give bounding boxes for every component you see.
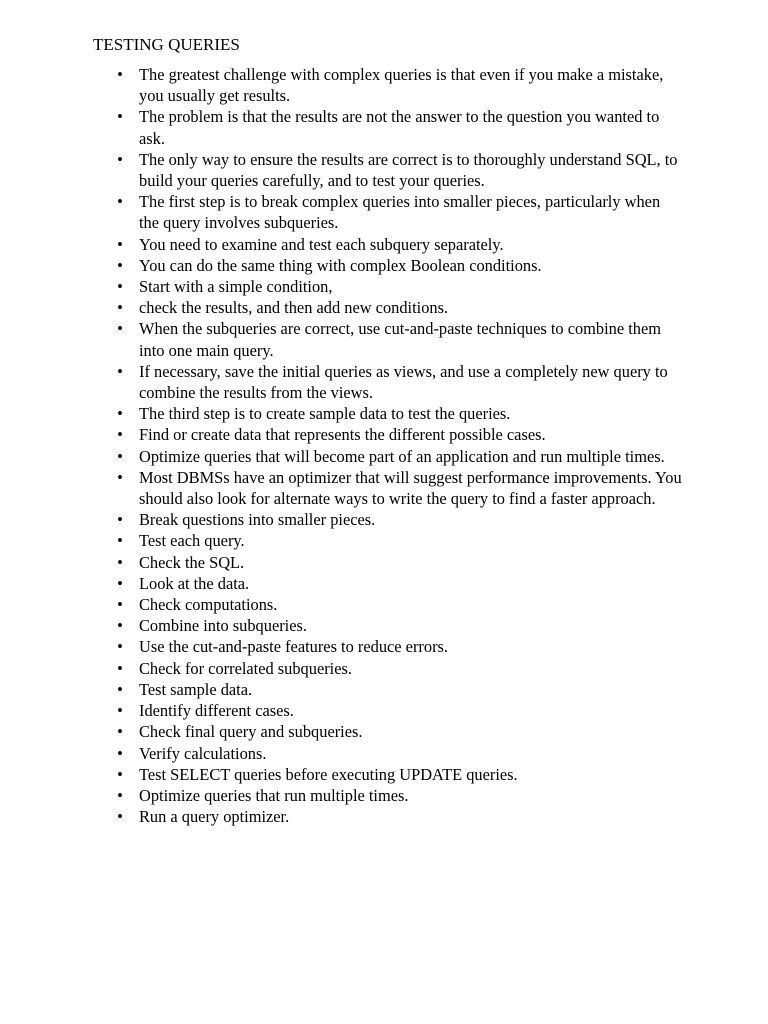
bullet-icon: •	[117, 510, 123, 530]
bullet-icon: •	[117, 255, 123, 275]
list-item	[93, 149, 683, 191]
bullet-icon: •	[117, 679, 123, 699]
bullet-icon: •	[117, 234, 123, 254]
list-item-text: Most DBMSs have an optimizer that will suggest performance improvements. You should also look for alternate ways to write the query to find a faster approach.	[139, 467, 682, 509]
bullet-icon: •	[117, 277, 123, 297]
list-item	[93, 615, 683, 636]
bullet-icon: •	[117, 743, 123, 763]
list-item	[93, 297, 683, 318]
list-item-text: Check computations.	[139, 595, 278, 615]
list-item-text: Run a query optimizer.	[139, 807, 290, 827]
bullet-icon: •	[117, 149, 123, 169]
bullet-icon: •	[117, 65, 123, 84]
bullet-icon: •	[117, 361, 123, 381]
list-item	[93, 276, 683, 297]
list-item	[93, 403, 683, 424]
list-item-text: Find or create data that represents the different possible cases.	[139, 425, 546, 445]
bullet-icon: •	[117, 616, 123, 636]
list-item	[93, 255, 683, 276]
list-item	[93, 700, 683, 721]
list-item	[93, 785, 683, 806]
bullet-icon: •	[117, 425, 123, 445]
list-item-text: check the results, and then add new conditions.	[139, 298, 449, 318]
list-item-text: The only way to ensure the results are correct is to thoroughly understand SQL, to build your queries carefully, and to test your queries.	[139, 149, 678, 191]
list-item	[93, 234, 683, 255]
list-item	[93, 764, 683, 785]
bullet-icon: •	[117, 531, 123, 551]
list-item-text: Combine into subqueries.	[139, 616, 307, 636]
list-item-text: Test sample data.	[139, 679, 253, 699]
list-item	[93, 806, 683, 827]
list-item	[93, 636, 683, 657]
list-item	[93, 743, 683, 764]
list-item	[93, 679, 683, 700]
bullet-icon: •	[117, 319, 123, 339]
list-item-text: Identify different cases.	[139, 701, 294, 721]
bullet-icon: •	[117, 552, 123, 572]
list-item-text: The greatest challenge with complex queries is that even if you make a mistake, you usually get results.	[139, 65, 664, 106]
list-item-text: When the subqueries are correct, use cut-and-paste techniques to combine them into one main query.	[139, 319, 662, 360]
list-item-text: You can do the same thing with complex Boolean conditions.	[139, 255, 542, 275]
list-item	[93, 509, 683, 530]
list-item	[93, 721, 683, 742]
bullet-icon: •	[117, 764, 123, 784]
list-item	[93, 361, 683, 403]
list-item	[93, 552, 683, 573]
bullet-icon: •	[117, 658, 123, 678]
list-item-text: Start with a simple condition,	[139, 277, 333, 297]
list-item	[93, 530, 683, 551]
bullet-icon: •	[117, 807, 123, 827]
list-item	[93, 573, 683, 594]
bullet-icon: •	[117, 192, 123, 212]
bullet-icon: •	[117, 701, 123, 721]
list-item-text: The first step is to break complex queries into smaller pieces, particularly when the query involves subqueries.	[139, 192, 661, 233]
bullet-icon: •	[117, 467, 123, 487]
list-item	[93, 467, 683, 509]
bullet-icon: •	[117, 298, 123, 318]
list-item	[93, 106, 683, 148]
list-item-text: Optimize queries that run multiple times.	[139, 785, 409, 805]
list-item	[93, 658, 683, 679]
list-item-text: Check the SQL.	[139, 552, 245, 572]
list-item	[93, 191, 683, 233]
bullet-list	[93, 64, 683, 827]
list-item-text: Verify calculations.	[139, 743, 267, 763]
list-item	[93, 446, 683, 467]
list-item	[93, 594, 683, 615]
list-item	[93, 64, 683, 106]
document-title: TESTING QUERIES	[93, 35, 240, 54]
list-item-text: Use the cut-and-paste features to reduce errors.	[139, 637, 448, 657]
list-item-text: If necessary, save the initial queries as views, and use a completely new query to combine the results from the views.	[139, 361, 668, 403]
bullet-icon: •	[117, 404, 123, 424]
list-item-text: The third step is to create sample data to test the queries.	[139, 404, 511, 424]
list-item	[93, 424, 683, 445]
bullet-icon: •	[117, 722, 123, 742]
list-item-text: Break questions into smaller pieces.	[139, 510, 376, 530]
list-item-text: Look at the data.	[139, 573, 250, 593]
bullet-icon: •	[117, 446, 123, 466]
list-item-text: Check for correlated subqueries.	[139, 658, 352, 678]
bullet-icon: •	[117, 107, 123, 127]
list-item-text: Test each query.	[139, 531, 245, 551]
bullet-icon: •	[117, 637, 123, 657]
list-item-text: Test SELECT queries before executing UPDATE queries.	[139, 764, 518, 784]
list-item-text: Check final query and subqueries.	[139, 722, 363, 742]
list-item-text: You need to examine and test each subquery separately.	[139, 234, 504, 254]
bullet-icon: •	[117, 785, 123, 805]
bullet-icon: •	[117, 595, 123, 615]
list-item-text: The problem is that the results are not the answer to the question you wanted to ask.	[139, 107, 660, 148]
list-item	[93, 318, 683, 360]
bullet-icon: •	[117, 573, 123, 593]
list-item-text: Optimize queries that will become part of an application and run multiple times.	[139, 446, 665, 466]
